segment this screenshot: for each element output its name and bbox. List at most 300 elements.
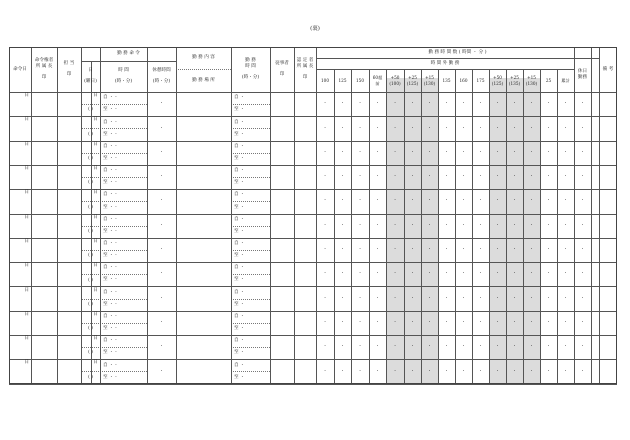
rate-dot: ・ [375,295,380,301]
work-day-day: 日 [93,93,98,99]
time-from: 自 ・ - [103,192,117,198]
order-date-day: 日 [24,190,29,196]
rate-dot: ・ [563,368,568,374]
rate-dot: ・ [495,149,500,155]
rate-dot: ・ [461,198,466,204]
header-overtime: 時 間 外 勤 務 [430,60,460,66]
hours-to: 至 ・ [234,155,245,161]
rate-dot: ・ [375,319,380,325]
header-rate-13: 25 [545,77,552,83]
rate-dot: ・ [410,271,415,277]
rate-dot: ・ [529,222,534,228]
rate-dot: ・ [357,125,363,131]
rate-dot: ・ [546,125,551,131]
hours-from: 自 ・ [234,143,245,149]
rate-dot: ・ [410,295,415,301]
rate-dot: ・ [427,198,432,204]
time-from: 自 ・ - [103,143,117,149]
header-rate-8: 160 [459,77,468,83]
time-to: 至 ・ - [103,253,117,259]
hours-from: 自 ・ [234,241,245,246]
overtime-work-table [9,47,617,384]
rate-dot: ・ [529,319,534,325]
rate-dot: ・ [512,319,517,325]
rate-dot: ・ [529,295,534,301]
rate-dot: ・ [427,125,432,131]
rate-dot: ・ [580,319,585,325]
hours-to: 至 ・ [234,301,245,307]
time-to: 至 ・ - [103,228,117,234]
rate-dot: ・ [512,368,517,374]
header-rate-1: 125 [338,77,347,83]
rate-dot: ・ [580,222,585,228]
header-rate-0: 100 [321,77,329,83]
order-date-day: 日 [24,263,29,269]
rate-dot: ・ [410,101,415,107]
weekday-paren: ( ) [88,180,93,186]
hours-from: 自 ・ [234,168,245,174]
order-date-day: 日 [24,311,29,317]
rate-dot: ・ [392,271,398,277]
rate-dot: ・ [512,125,517,131]
rate-dot: ・ [580,344,585,350]
rate-dot: ・ [375,368,380,374]
rate-dot: ・ [340,295,345,301]
rate-dot: ・ [340,368,345,374]
header-rate-4: +50 (100) [389,75,401,86]
rate-dot: ・ [392,198,398,204]
rate-dot: ・ [444,198,449,204]
rate-dot: ・ [461,295,466,301]
rule-vertical [270,47,271,384]
rate-dot: ・ [410,125,415,131]
rate-dot: ・ [427,319,432,325]
break-dot: ・ [159,247,164,253]
header-work-place: 勤 務 場 所 [192,77,215,83]
header-rate-11: +25 (135) [508,75,521,86]
rate-dot: ・ [444,101,449,107]
header-rate-6: +15 (130) [423,75,436,86]
rate-dot: ・ [357,295,363,301]
hours-from: 自 ・ [234,119,245,125]
rate-dot: ・ [410,247,415,253]
rate-dot: ・ [495,125,500,131]
rule-vertical [591,47,592,384]
rate-dot: ・ [563,198,568,204]
time-to: 至 ・ - [103,277,117,283]
rate-dot: ・ [563,271,568,277]
time-from: 自 ・ - [103,265,117,271]
header-rate-3: 60超 前 [372,75,383,86]
rate-dot: ・ [478,198,483,204]
rate-dot: ・ [444,344,449,350]
rate-dot: ・ [340,271,345,277]
header-rate-5: +25 (125) [406,75,419,86]
header-rate-9: 175 [476,77,485,83]
order-date-day: 日 [24,93,29,99]
weekday-paren: ( ) [88,131,93,137]
rule-vertical [599,47,600,384]
rate-dot: ・ [512,101,517,107]
rate-dot: ・ [427,271,432,277]
order-date-day: 日 [24,360,29,366]
rate-dot: ・ [322,149,328,155]
rate-dot: ・ [563,149,568,155]
header-break: 休憩時間 (時・分) [152,67,171,85]
rate-dot: ・ [546,295,551,301]
header-confirmer: 認 定 者 所 属 長 印 [296,58,314,81]
rate-dot: ・ [357,198,363,204]
rate-dot: ・ [580,198,585,204]
rate-dot: ・ [392,101,398,107]
rate-dot: ・ [357,149,363,155]
rate-dot: ・ [322,295,328,301]
rate-dot: ・ [512,344,517,350]
rate-dot: ・ [529,368,534,374]
order-date-day: 日 [24,117,29,123]
header-order-authority: 命令権者 所 属 長 印 [34,58,54,81]
break-dot: ・ [159,319,164,325]
rate-dot: ・ [563,174,568,180]
rate-dot: ・ [478,101,483,107]
break-dot: ・ [159,271,164,277]
rate-dot: ・ [546,149,551,155]
rate-dot: ・ [340,174,345,180]
hours-from: 自 ・ [234,362,245,368]
rate-dot: ・ [546,319,551,325]
rate-dot: ・ [512,198,517,204]
header-day: 日 (曜日) [84,67,97,85]
rate-dot: ・ [580,271,585,277]
work-day-day: 日 [93,141,98,147]
rate-dot: ・ [357,319,363,325]
rate-dot: ・ [461,319,466,325]
rate-dot: ・ [357,222,363,228]
rate-dot: ・ [461,271,466,277]
work-day-day: 日 [93,287,98,293]
hours-to: 至 ・ [234,253,245,259]
time-from: 自 ・ - [103,313,117,319]
time-from: 自 ・ - [103,119,117,125]
rule-vertical [176,47,177,384]
rate-dot: ・ [512,271,517,277]
order-date-day: 日 [24,141,29,147]
weekday-paren: ( ) [88,326,93,332]
page-caption: (裏) [310,26,320,32]
rate-dot: ・ [444,125,449,131]
rate-dot: ・ [322,271,328,277]
rate-dot: ・ [495,198,500,204]
rate-dot: ・ [563,125,568,131]
rate-dot: ・ [444,319,449,325]
rate-dot: ・ [392,149,398,155]
order-date-day: 日 [24,214,29,220]
rate-dot: ・ [546,198,551,204]
rate-dot: ・ [478,149,483,155]
rate-dot: ・ [580,247,585,253]
rate-dot: ・ [340,149,345,155]
hours-from: 自 ・ [234,265,245,271]
rate-dot: ・ [563,247,568,253]
time-from: 自 ・ - [103,338,117,344]
weekday-paren: ( ) [88,107,93,113]
header-hours-record: 勤 務 時 間 数 ( 時間 ・ 分 ) [428,49,487,55]
work-day-day: 日 [93,336,98,342]
time-to: 至 ・ - [103,204,117,210]
hours-to: 至 ・ [234,180,245,186]
rate-dot: ・ [444,174,449,180]
rate-dot: ・ [478,222,483,228]
time-to: 至 ・ - [103,180,117,186]
header-rate-2: 150 [356,77,364,83]
rule-vertical [294,47,295,384]
rate-dot: ・ [563,344,568,350]
hours-to: 至 ・ [234,277,245,283]
break-dot: ・ [159,368,164,374]
rate-dot: ・ [340,344,345,350]
rate-dot: ・ [427,344,432,350]
rate-dot: ・ [461,368,466,374]
weekday-paren: ( ) [88,350,93,356]
work-day-day: 日 [93,238,98,244]
header-holiday-work: 休日 勤務 [577,69,588,80]
rate-dot: ・ [529,125,534,131]
rate-dot: ・ [427,222,432,228]
rate-dot: ・ [444,247,449,253]
rate-dot: ・ [410,319,415,325]
rate-dot: ・ [375,174,380,180]
rate-dot: ・ [461,125,466,131]
order-date-day: 日 [24,287,29,293]
hours-to: 至 ・ [234,326,245,332]
rate-dot: ・ [478,125,483,131]
rate-dot: ・ [478,344,483,350]
hours-from: 自 ・ [234,95,245,101]
order-date-day: 日 [24,166,29,172]
rate-dot: ・ [461,101,466,107]
rate-dot: ・ [410,149,415,155]
rate-dot: ・ [375,101,380,107]
rate-dot: ・ [322,101,328,107]
rate-dot: ・ [427,295,432,301]
rate-dot: ・ [546,368,551,374]
break-dot: ・ [159,222,164,228]
rate-dot: ・ [529,271,534,277]
hours-to: 至 ・ [234,374,245,380]
rate-dot: ・ [392,125,398,131]
rate-dot: ・ [529,344,534,350]
break-dot: ・ [159,101,164,107]
rate-dot: ・ [512,295,517,301]
rate-dot: ・ [427,368,432,374]
work-day-day: 日 [93,166,98,172]
rate-dot: ・ [322,198,328,204]
rate-dot: ・ [392,368,398,374]
header-worker: 従事者 印 [275,60,289,78]
rate-dot: ・ [340,319,345,325]
rate-dot: ・ [563,222,568,228]
rate-dot: ・ [357,174,363,180]
rate-dot: ・ [495,295,500,301]
rate-dot: ・ [546,344,551,350]
time-to: 至 ・ - [103,374,117,380]
rate-dot: ・ [580,101,585,107]
rate-dot: ・ [461,174,466,180]
header-remarks: 備 考 [602,66,614,72]
rate-dot: ・ [392,319,398,325]
rate-dot: ・ [357,344,363,350]
rule-vertical [57,47,58,384]
rate-dot: ・ [375,247,380,253]
header-rate-12: +15 (130) [525,75,538,86]
header-time: 時 間 (時・分) [114,67,133,85]
rate-dot: ・ [495,368,500,374]
weekday-paren: ( ) [88,253,93,259]
weekday-paren: ( ) [88,156,93,162]
rate-dot: ・ [563,295,568,301]
rate-dot: ・ [410,368,415,374]
rate-dot: ・ [340,101,345,107]
header-in-charge: 担 当 印 [63,60,75,78]
hours-from: 自 ・ [234,338,245,344]
order-date-day: 日 [24,336,29,342]
header-work-hours: 勤 務 時 間 (時・分) [241,58,260,81]
rate-dot: ・ [357,368,363,374]
time-from: 自 ・ - [103,168,117,174]
header-rate-7: 135 [442,77,451,83]
weekday-paren: ( ) [88,228,93,234]
rate-dot: ・ [546,174,551,180]
rate-dot: ・ [546,247,551,253]
rate-dot: ・ [322,125,328,131]
break-dot: ・ [159,198,164,204]
break-dot: ・ [159,174,164,180]
rate-dot: ・ [580,295,585,301]
hours-to: 至 ・ [234,350,245,356]
hours-from: 自 ・ [234,289,245,295]
rate-dot: ・ [410,174,415,180]
rate-dot: ・ [392,222,398,228]
rate-dot: ・ [427,149,432,155]
hours-to: 至 ・ [234,204,245,210]
break-dot: ・ [159,344,164,350]
rate-dot: ・ [340,222,345,228]
rate-dot: ・ [357,271,363,277]
header-rate-14: 累計 [561,77,570,83]
rule-vertical [31,47,32,384]
time-from: 自 ・ - [103,216,117,222]
rate-dot: ・ [322,319,328,325]
weekday-paren: ( ) [88,277,93,283]
time-to: 至 ・ - [103,155,117,161]
rate-dot: ・ [512,149,517,155]
rate-dot: ・ [478,319,483,325]
rate-dot: ・ [580,125,585,131]
rate-dot: ・ [529,198,534,204]
rate-dot: ・ [478,174,483,180]
time-to: 至 ・ - [103,131,117,137]
header-order-date: 命令日 [13,66,27,72]
rate-dot: ・ [357,247,363,253]
time-from: 自 ・ - [103,95,117,101]
rate-dot: ・ [563,319,568,325]
weekday-paren: ( ) [88,374,93,380]
rate-dot: ・ [580,368,585,374]
work-day-day: 日 [93,311,98,317]
time-from: 自 ・ - [103,241,117,246]
hours-to: 至 ・ [234,131,245,137]
rate-dot: ・ [461,247,466,253]
weekday-paren: ( ) [88,301,93,307]
rate-dot: ・ [546,271,551,277]
hours-from: 自 ・ [234,313,245,319]
rate-dot: ・ [375,222,380,228]
rate-dot: ・ [495,222,500,228]
rate-dot: ・ [375,125,380,131]
order-date-day: 日 [24,238,29,244]
header-work-order: 勤 務 命 令 [117,51,140,57]
rate-dot: ・ [444,295,449,301]
hours-from: 自 ・ [234,216,245,222]
rate-dot: ・ [529,247,534,253]
rate-dot: ・ [580,174,585,180]
rate-dot: ・ [512,247,517,253]
rate-dot: ・ [340,198,345,204]
rate-dot: ・ [495,271,500,277]
rate-dot: ・ [478,368,483,374]
header-work-content: 勤 務 内 容 [192,55,215,61]
work-day-day: 日 [93,117,98,123]
rate-dot: ・ [375,198,380,204]
work-day-day: 日 [93,263,98,269]
rate-dot: ・ [546,222,551,228]
rate-dot: ・ [427,101,432,107]
rate-dot: ・ [410,344,415,350]
rate-dot: ・ [444,149,449,155]
rate-dot: ・ [580,149,585,155]
rate-dot: ・ [410,198,415,204]
rate-dot: ・ [375,149,380,155]
time-to: 至 ・ - [103,350,117,356]
rate-dot: ・ [512,222,517,228]
work-day-day: 日 [93,190,98,196]
hours-to: 至 ・ [234,107,245,113]
header-rate-10: +50 (125) [491,75,504,86]
rate-dot: ・ [512,174,517,180]
rate-dot: ・ [410,222,415,228]
rate-dot: ・ [392,247,398,253]
rate-dot: ・ [495,174,500,180]
break-dot: ・ [159,295,164,301]
time-to: 至 ・ - [103,326,117,332]
rate-dot: ・ [340,247,345,253]
rate-dot: ・ [375,271,380,277]
rate-dot: ・ [444,271,449,277]
rate-dot: ・ [563,101,568,107]
rate-dot: ・ [392,344,398,350]
rate-dot: ・ [444,368,449,374]
time-to: 至 ・ - [103,107,117,113]
work-day-day: 日 [93,360,98,366]
rate-dot: ・ [478,295,483,301]
rate-dot: ・ [322,344,328,350]
weekday-paren: ( ) [88,204,93,210]
rate-dot: ・ [322,247,328,253]
time-from: 自 ・ - [103,289,117,295]
rate-dot: ・ [461,344,466,350]
rate-dot: ・ [375,344,380,350]
rate-dot: ・ [357,101,363,107]
